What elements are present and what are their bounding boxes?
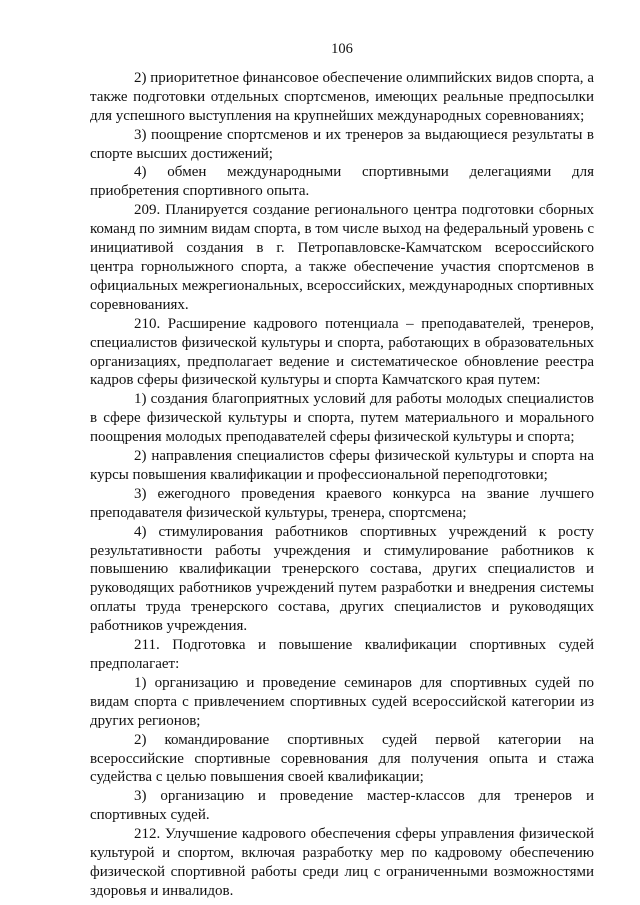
paragraph: 3) ежегодного проведения краевого конкурса на звание лучшего преподавателя физической культуры, тренера, спортсмена;: [90, 485, 594, 521]
paragraph: 1) организацию и проведение семинаров для спортивных судей по видам спорта с привлечением спортивных судей всероссийской категории из других регионов;: [90, 674, 594, 729]
paragraph: 2) приоритетное финансовое обеспечение олимпийских видов спорта, а также подготовки отдельных спортсменов, имеющих реальные предпосылки для успешного выступления на крупнейших международных соревнованиях;: [90, 69, 594, 124]
paragraph: 3) организацию и проведение мастер-классов для тренеров и спортивных судей.: [90, 788, 594, 824]
paragraph: 4) стимулирования работников спортивных учреждений к росту результативности работы учреждения и стимулирование работников к повышению квалификации тренерского состава, других специалистов и руководящих работников учреждений путем разработки и внедрения системы оплаты труда тренерского состава, других специалистов и руководящих работников учреждения.: [90, 523, 594, 635]
paragraph: 4) обмен международными спортивными делегациями для приобретения спортивного опыта.: [90, 164, 594, 200]
paragraph: 212. Улучшение кадрового обеспечения сферы управления физической культурой и спортом, включая разработку мер по кадровому обеспечению физической спортивной работы среди лиц с ограниченными возможностями здоровья и инвалидов.: [90, 826, 594, 899]
paragraph: 210. Расширение кадрового потенциала – преподавателей, тренеров, специалистов физической культуры и спорта, работающих в образовательных организациях, предполагает ведение и систематическое обновление реестра кадров сферы физической культуры и спорта Камчатского края путем:: [90, 315, 594, 389]
paragraph: 2) направления специалистов сферы физической культуры и спорта на курсы повышения квалификации и профессиональной переподготовки;: [90, 448, 594, 483]
paragraph: 2) командирование спортивных судей первой категории на всероссийские спортивные соревнования для получения опыта и стажа судейства с целью повышения своей квалификации;: [90, 731, 594, 786]
paragraph: 209. Планируется создание регионального центра подготовки сборных команд по зимним видам спорта, в том числе выход на федеральный уровень с инициативой создания в г. Петропавловске-Камчатском всероссийского центра горнолыжного спорта, а также обеспечение участия спортсменов в официальных межрегиональных, всероссийских, международных спортивных соревнованиях.: [90, 202, 594, 313]
paragraph: 211. Подготовка и повышение квалификации спортивных судей предполагает:: [90, 637, 594, 672]
paragraph: 1) создания благоприятных условий для работы молодых специалистов в сфере физической культуры и спорта, путем материального и морального поощрения молодых преподавателей сферы физической культуры и спорта;: [90, 391, 594, 446]
paragraph: 3) поощрение спортсменов и их тренеров за выдающиеся результаты в спорте высших достижений;: [90, 126, 594, 162]
page-number: 106: [331, 41, 353, 57]
